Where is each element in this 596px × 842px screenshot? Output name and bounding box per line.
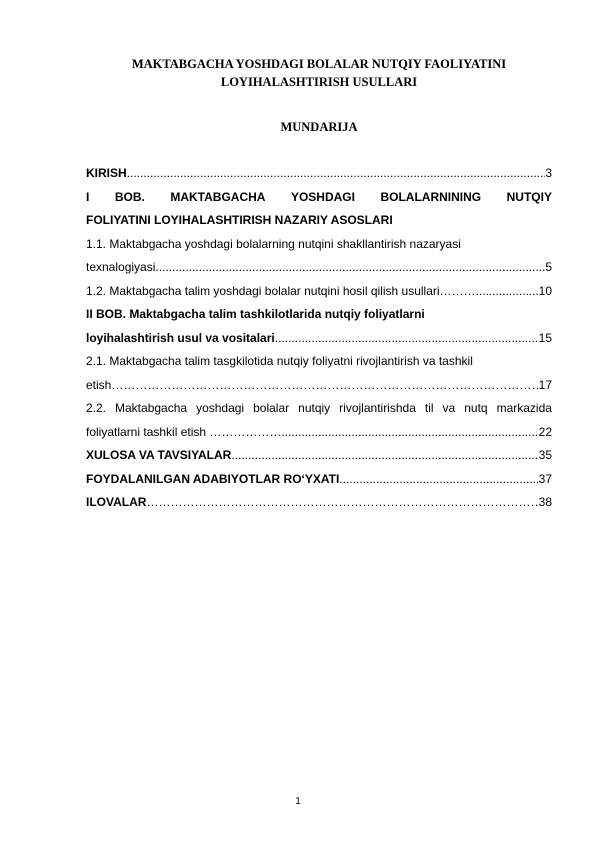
toc-page-number: 17 <box>538 377 552 392</box>
dot-leader <box>127 162 546 186</box>
page-number: 1 <box>295 796 301 807</box>
toc-entry-ilovalar <box>86 491 552 515</box>
dot-leader <box>111 374 538 398</box>
title-line-2: LOYIHALASHTIRISH USULLARI <box>220 75 418 89</box>
word: markazida <box>496 401 552 415</box>
toc-entry-bob1-line2: FOLIYATINI LOYIHALASHTIRISH NAZARIY ASOSLARI <box>86 213 393 227</box>
word: til <box>424 401 434 415</box>
toc-entry-2-1-line2 <box>86 374 552 398</box>
toc-page-number: 35 <box>538 448 552 462</box>
dot-leader <box>275 327 539 351</box>
toc-page-number: 37 <box>538 471 552 486</box>
document-title <box>86 55 552 91</box>
toc-entry-adabiyotlar <box>86 468 552 492</box>
toc-entry-2-2-line1 <box>86 397 552 421</box>
toc-entry-bob2-line1: II BOB. Maktabgacha talim tashkilotlarida nutqiy foliyatlarni <box>86 307 425 321</box>
toc-entry-title: etish <box>86 377 112 392</box>
word: va <box>442 401 456 415</box>
word: bolalar <box>253 401 290 415</box>
dot-leader <box>155 256 545 280</box>
toc-entry-title: texnalogiyasi <box>86 260 156 274</box>
toc-entry-title: loyihalashtirish usul va vositalari <box>86 330 275 345</box>
toc-entry-title: KIRISH <box>86 166 127 180</box>
toc-entry-1-1-line2 <box>86 256 552 280</box>
toc-entry-title: 1.2. Maktabgacha talim yoshdagi bolalar nutqini hosil qilish usullari……… <box>86 283 476 298</box>
dot-leader <box>281 421 538 445</box>
word: nutqiy <box>298 401 331 415</box>
dot-leader <box>476 280 539 304</box>
dot-leader <box>231 444 538 468</box>
toc-entry-2-1-line1: 2.1. Maktabgacha talim tasgkilotida nutqiy foliyatni rivojlantirish va tashkil <box>86 354 473 368</box>
word: BOB. <box>114 189 145 204</box>
toc-entry-kirish <box>86 162 552 186</box>
toc-page-number: 10 <box>538 283 552 298</box>
toc-entry-xulosa <box>86 444 552 468</box>
toc-page-number: 3 <box>545 166 552 180</box>
toc-entry-title: foliyatlarni tashkil etish ……………… <box>86 424 282 439</box>
word: 2.2. <box>86 401 107 415</box>
toc-entry-2-2-line2 <box>86 421 552 445</box>
toc-page-number: 38 <box>538 495 552 509</box>
toc-entry-bob1-line1 <box>86 186 552 210</box>
toc-page-number: 22 <box>538 424 552 439</box>
toc-entry-title: FOYDALANILGAN ADABIYOTLAR RO‘YXATI <box>86 471 340 486</box>
word: MAKTABGACHA <box>170 189 266 204</box>
word: yoshdagi <box>196 401 245 415</box>
dot-leader <box>146 491 538 515</box>
word: NUTQIY <box>506 189 552 204</box>
contents-heading: MUNDARIJA <box>280 120 358 134</box>
toc-page-number: 5 <box>545 260 552 274</box>
word: rivojlantirishda <box>339 401 416 415</box>
word: YOSHDAGI <box>290 189 355 204</box>
title-line-1: MAKTABGACHA YOSHDAGI BOLALAR NUTQIY FAOLIYATINI <box>131 57 507 71</box>
toc-entry-bob2-line2 <box>86 327 552 351</box>
word: I <box>86 189 90 204</box>
table-of-contents <box>86 162 552 515</box>
toc-entry-1-1-line1: 1.1. Maktabgacha yoshdagi bolalarning nutqini shakllantirish nazaryasi <box>86 236 461 251</box>
word: Maktabgacha <box>115 401 188 415</box>
word: BOLALARNINING <box>380 189 482 204</box>
toc-entry-title: XULOSA VA TAVSIYALAR <box>86 448 232 462</box>
toc-entry-1-2 <box>86 280 552 304</box>
dot-leader <box>339 468 538 492</box>
toc-entry-title: ILOVALAR <box>86 495 147 509</box>
toc-page-number: 15 <box>538 330 552 345</box>
word: nutq <box>464 401 488 415</box>
